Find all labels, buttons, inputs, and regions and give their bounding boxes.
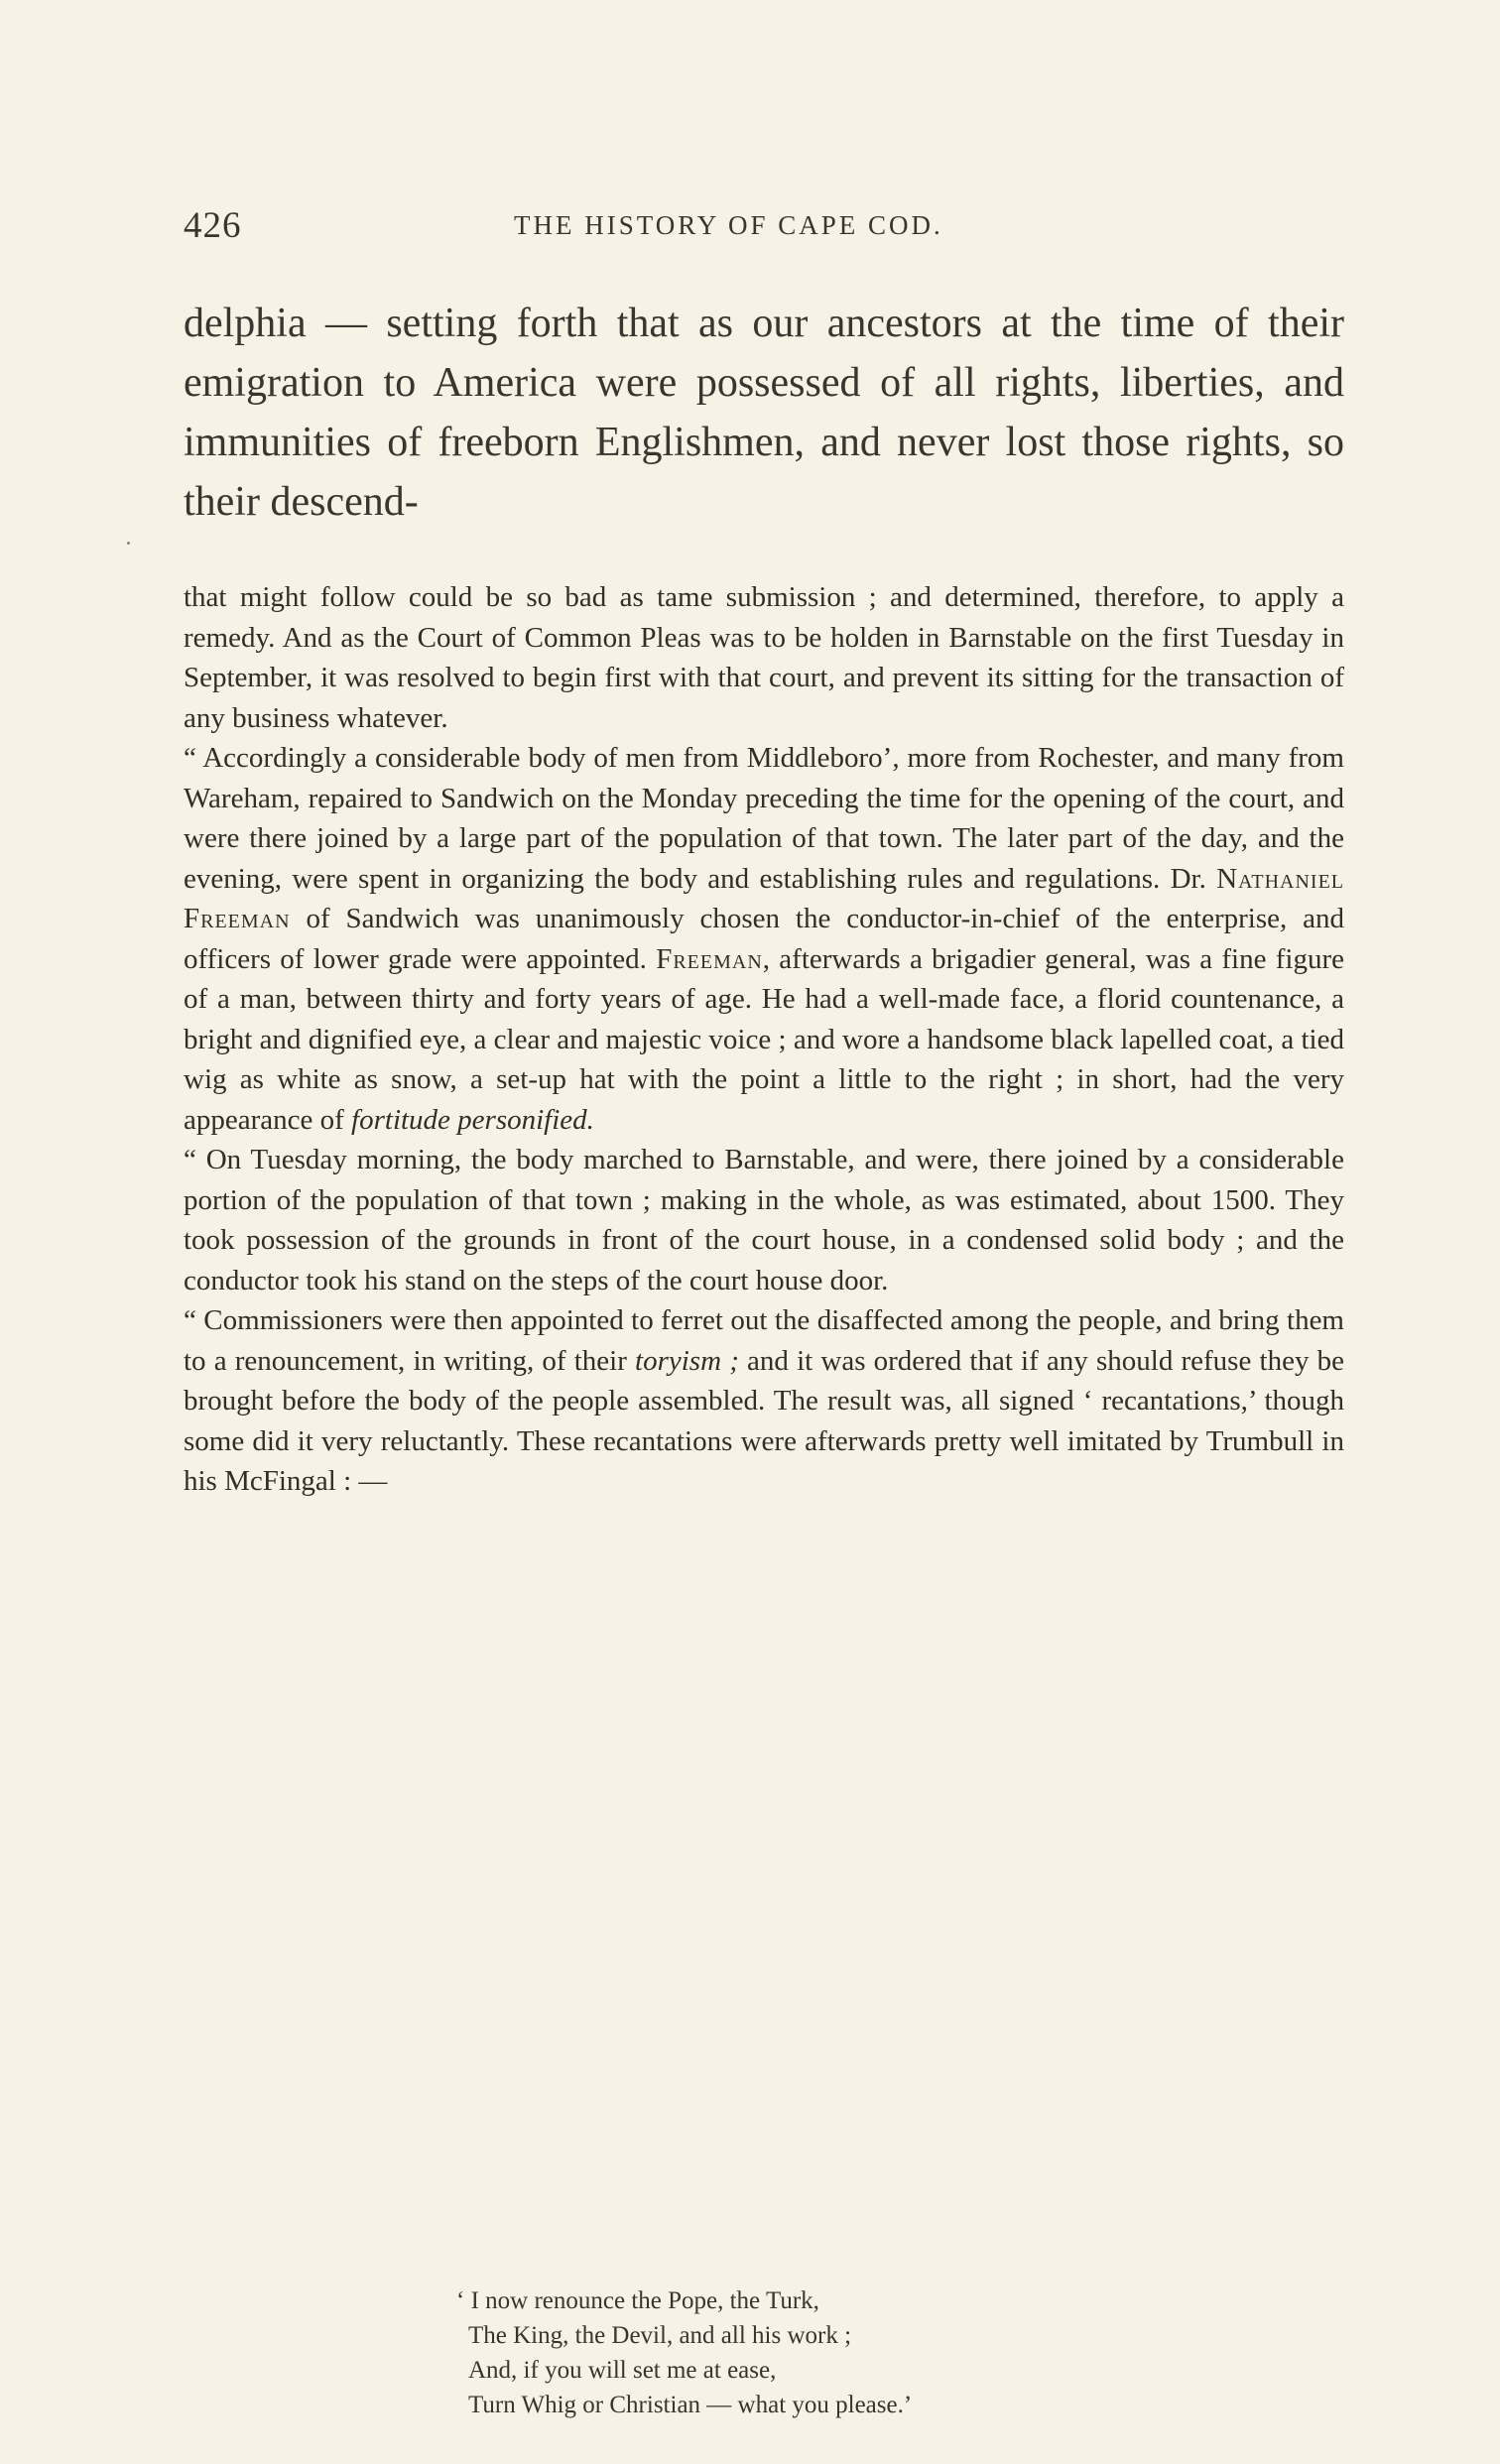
verse-line-4: Turn Whig or Christian — what you please.’: [468, 2392, 913, 2418]
quote-paragraph-2: [184, 738, 1344, 1140]
verse-line-1: ‘ I now renounce the Pope, the Turk,: [456, 2287, 819, 2314]
print-speck: [127, 542, 130, 545]
verse-line-3: And, if you will set me at ease,: [468, 2357, 777, 2384]
person-name-freeman: Freeman: [656, 942, 763, 975]
verse-line-2: The King, the Devil, and all his work ;: [468, 2322, 852, 2349]
quote-paragraph-2-text-b: of Sandwich was unanimously chosen the conductor-in-chief of the enterprise, and officers of lower grade were appointed.: [184, 903, 1344, 975]
italic-phrase-fortitude: fortitude personified.: [351, 1103, 594, 1136]
person-name-nathaniel-freeman: Nathaniel Freeman: [184, 862, 1344, 934]
italic-phrase-toryism: toryism ;: [635, 1344, 739, 1377]
page-number: 426: [184, 205, 242, 246]
verse-block: [456, 2283, 1151, 2422]
page-header: [184, 204, 1344, 254]
quote-paragraph-4-text-a: “ Commissioners were then appointed to ferret out the disaffected among the people, and bring them to a renouncement, in writing, of their: [184, 1304, 1344, 1377]
running-title: THE HISTORY OF CAPE COD.: [514, 210, 943, 240]
quote-paragraph-1: that might follow could be so bad as tame submission ; and determined, therefore, to apply a remedy. And as the Court of Common Pleas was to be holden in Barnstable on the first Tuesday in September, it was resolved to begin first with that court, and prevent its sitting for the transaction of any business whatever.: [184, 581, 1344, 734]
intro-paragraph: delphia — setting forth that as our ancestors at the time of their emigration to America were possessed of all rights, liberties, and immunities of freeborn Englishmen, and never lost those rights, so their descend-: [184, 301, 1344, 525]
quote-paragraph-4: [184, 1300, 1344, 1502]
quote-paragraph-2-text-a: “ Accordingly a considerable body of men from Middleboro’, more from Rochester, and many from Wareham, repaired to Sandwich on the Monday preceding the time for the opening of the court, and were there joined by a large part of the population of that town. The later part of the day, and the evening, were spent in organizing the body and establishing rules and regulations. Dr.: [184, 742, 1344, 895]
quote-paragraph-2-text-c: , afterwards a brigadier general, was a fine figure of a man, between thirty and forty years of age. He had a well-made face, a florid countenance, a bright and dignified eye, a clear and majestic voice ; and wore a handsome black lapelled coat, a tied wig as white as snow, a set-up hat with the point a little to the right ; in short, had the very appearance of: [184, 942, 1344, 1136]
quote-paragraph-4-text-b: and it was ordered that if any should refuse they be brought before the body of the people assembled. The result was, all signed ‘ recantations,’ though some did it very reluctantly. These recantations were afterwards pretty well imitated by Trumbull in his McFingal : —: [184, 1344, 1344, 1497]
quoted-passage: [184, 577, 1344, 1502]
quote-paragraph-3: “ On Tuesday morning, the body marched to Barnstable, and were, there joined by a considerable portion of the population of that town ; making in the whole, as was estimated, about 1500. They took possession of the grounds in front of the court house, in a condensed solid body ; and the conductor took his stand on the steps of the court house door.: [184, 1144, 1344, 1296]
